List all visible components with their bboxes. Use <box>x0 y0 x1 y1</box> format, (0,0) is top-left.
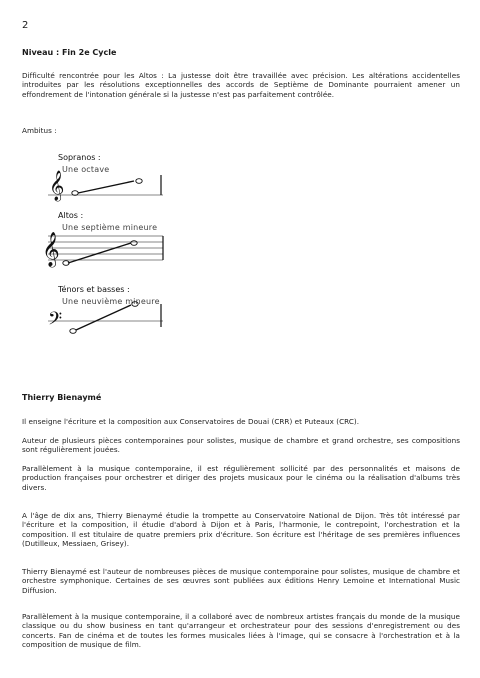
treble-clef-icon: 𝄞 <box>49 171 65 201</box>
bio-paragraph: Il enseigne l'écriture et la composition aux Conservatoires de Douai (CRR) et Puteaux (CRC). <box>22 417 360 426</box>
niveau-heading: Niveau : Fin 2e Cycle <box>22 48 117 57</box>
tenors-basses-label: Ténors et basses : <box>58 285 130 294</box>
tenors-basses-high-note <box>132 302 138 307</box>
tenors-basses-staff <box>48 304 163 327</box>
ambitus-label: Ambitus : <box>22 126 57 135</box>
sopranos-glissando-line <box>78 181 134 193</box>
page-number: 2 <box>22 20 29 31</box>
bio-paragraph: Parallèlement à la musique contemporaine, il est régulièrement sollicité par des personnalités et maisons de production françaises pour orchestrer et diriger des projets musicaux pour le cinéma ou la réalisation d'albums très divers. <box>22 464 460 492</box>
bio-paragraph: A l'âge de dix ans, Thierry Bienaymé étudie la trompette au Conservatoire National de Dijon. Très tôt intéressé par l'écriture et la composition, il étudie d'abord à Dijon et à Paris, l'harmonie, le contrepoint, l'orchestration et la composition. Il est titulaire de quatre premiers prix d'écriture. Son écriture est l'héritage de ses premières influences (Dutilleux, Messiaen, Grisey). <box>22 511 460 549</box>
tenors-basses-low-note <box>70 329 76 334</box>
sopranos-label: Sopranos : <box>58 153 101 162</box>
biography-heading: Thierry Bienaymé <box>22 393 102 402</box>
sopranos-staff <box>48 175 163 195</box>
treble-clef-icon: 𝄞 <box>42 232 60 267</box>
bio-paragraph: Thierry Bienaymé est l'auteur de nombreuses pièces de musique contemporaine pour solistes, musique de chambre et orchestre symphonique. Certaines de ses œuvres sont publiées aux éditions Henry Lemoine et International Music Diffusion. <box>22 567 460 595</box>
tenors-basses-range: Une neuvième mineure <box>62 297 160 306</box>
altos-label: Altos : <box>58 211 84 220</box>
bio-paragraph: Parallèlement à la musique contemporaine, il a collaboré avec de nombreux artistes français du monde de la musique classique ou du show business en tant qu'arrangeur et orchestrateur pour des sessions d'enregistrement ou des concerts. Fan de cinéma et de toutes les formes musicales liées à l'image, qui se consacre à l'orchestration et à la composition de musique de film. <box>22 612 460 650</box>
tenors-basses-glissando-line <box>76 305 131 330</box>
sopranos-range: Une octave <box>62 165 110 174</box>
altos-staff <box>48 236 163 260</box>
sopranos-high-note <box>136 179 142 184</box>
altos-high-note <box>131 241 137 246</box>
bio-paragraph: Auteur de plusieurs pièces contemporaines pour solistes, musique de chambre et grand orchestre, ses compositions sont régulièrement jouées. <box>22 436 460 455</box>
difficulty-paragraph: Difficulté rencontrée pour les Altos : La justesse doit être travaillée avec précision. Les altérations accidentelles introduites par les résolutions exceptionnelles des accords de Septième de Dominante pourraient amener un effondrement de l'intonation générale si la justesse n'est pas parfaitement contrôlée. <box>22 71 460 99</box>
sopranos-low-note <box>72 191 78 196</box>
bass-clef-icon: 𝄢 <box>48 309 63 334</box>
altos-range: Une septième mineure <box>62 223 158 232</box>
